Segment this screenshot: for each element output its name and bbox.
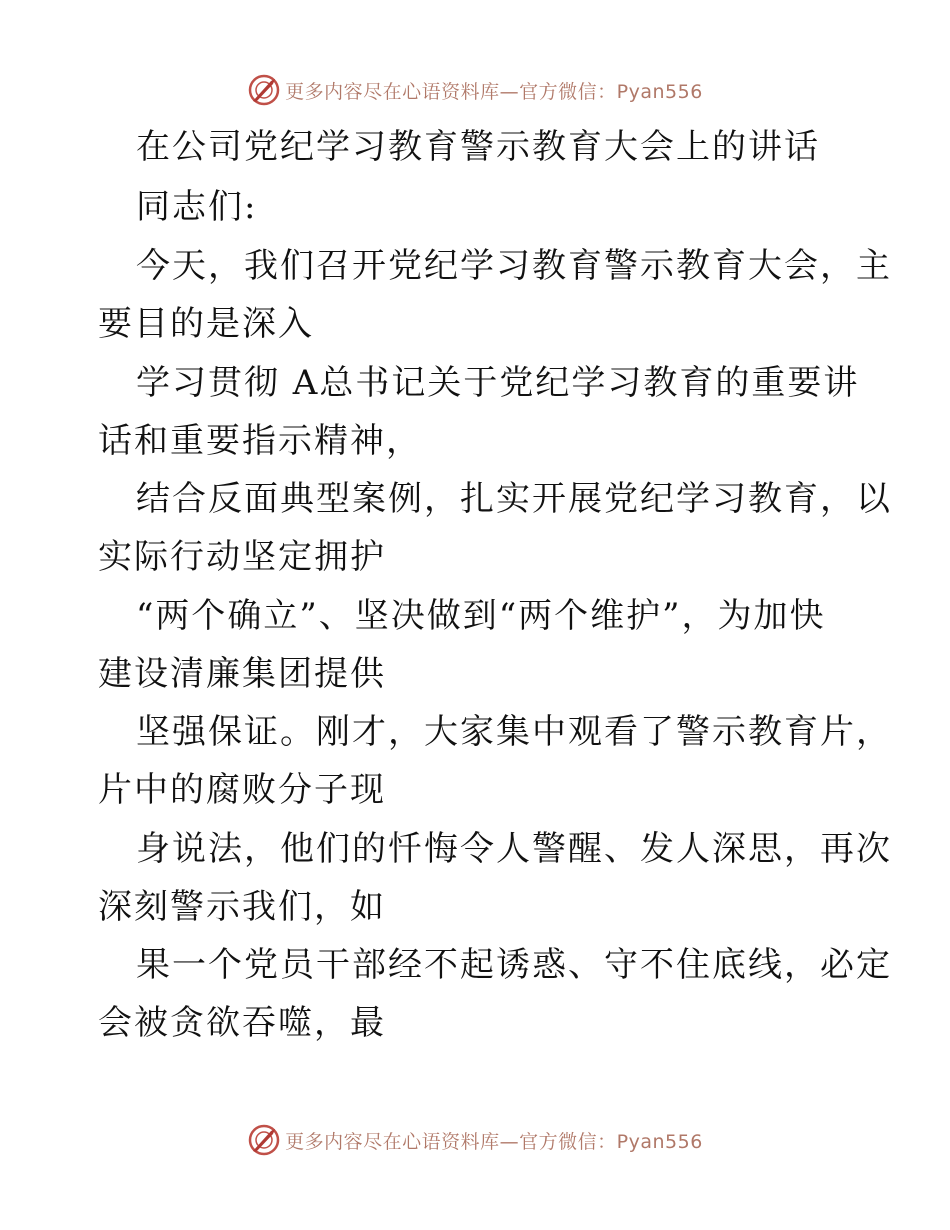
paragraph-line: 身说法，他们的忏悔令人警醒、发人深思，再次 xyxy=(136,829,892,869)
paragraph-line: 果一个党员干部经不起诱惑、守不住底线，必定 xyxy=(136,945,892,985)
quill-circle-logo-icon xyxy=(247,73,281,107)
paragraph-line: 话和重要指示精神， xyxy=(98,421,422,461)
paragraph-line: “两个确立”、坚决做到“两个维护”，为加快 xyxy=(136,596,826,636)
header-banner-text: 更多内容尽在心语资料库—官方微信：Pyan556 xyxy=(285,80,703,103)
paragraph-line: 实际行动坚定拥护 xyxy=(98,537,386,577)
paragraph-line: 要目的是深入 xyxy=(98,304,314,344)
header-banner xyxy=(0,72,950,108)
paragraph-line: 片中的腐败分子现 xyxy=(98,770,386,810)
footer-banner xyxy=(0,1122,950,1158)
quill-circle-logo-icon xyxy=(247,1123,281,1157)
paragraph-line: 建设清廉集团提供 xyxy=(98,654,386,694)
salutation: 同志们: xyxy=(136,187,258,227)
paragraph-line: 深刻警示我们，如 xyxy=(98,887,386,927)
paragraph-line: 学习贯彻 A总书记关于党纪学习教育的重要讲 xyxy=(136,363,860,403)
paragraph-line: 结合反面典型案例，扎实开展党纪学习教育，以 xyxy=(136,479,892,519)
paragraph-line: 会被贪欲吞噬，最 xyxy=(98,1003,386,1043)
paragraph-line: 坚强保证。刚才，大家集中观看了警示教育片， xyxy=(136,712,892,752)
footer-banner-text: 更多内容尽在心语资料库—官方微信：Pyan556 xyxy=(285,1130,703,1153)
document-title: 在公司党纪学习教育警示教育大会上的讲话 xyxy=(136,127,820,167)
paragraph-line: 今天，我们召开党纪学习教育警示教育大会，主 xyxy=(136,246,892,286)
